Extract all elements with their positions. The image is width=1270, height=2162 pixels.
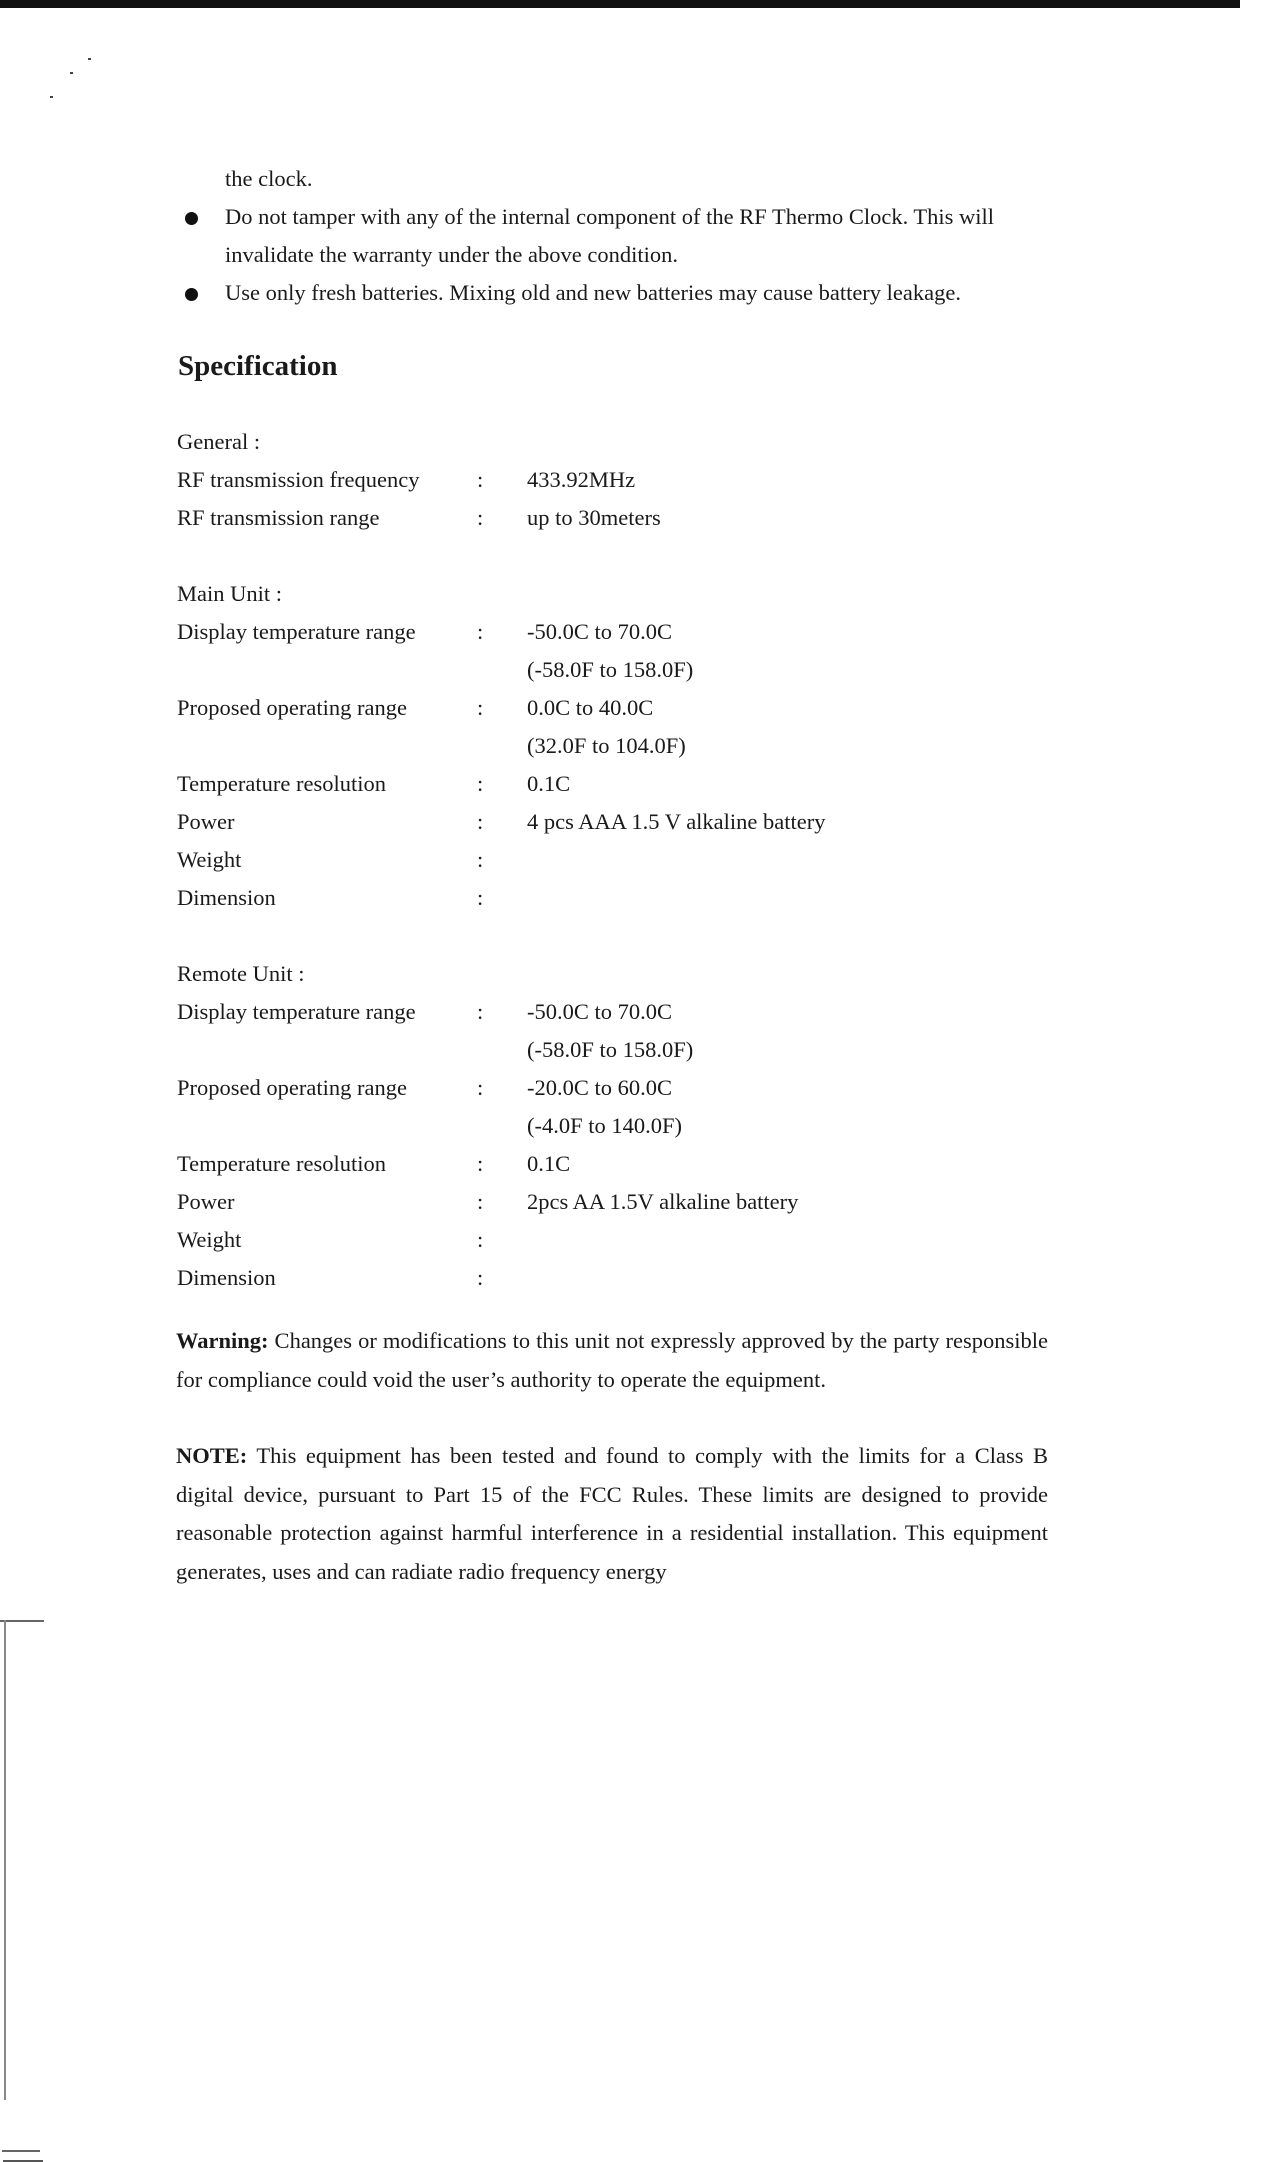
spec-value-line: (-58.0F to 158.0F) [527,1037,694,1062]
spec-colon: : [477,1265,484,1290]
spec-value-line: -50.0C to 70.0C [527,619,673,644]
note-label: NOTE: [176,1443,248,1468]
spec-value: 433.92MHz [527,467,636,492]
spec-value [527,993,1027,1069]
spec-row [177,461,1077,499]
spec-colon: : [477,1075,484,1100]
spec-colon: : [477,809,484,834]
spec-row [177,1183,1077,1221]
spec-value [527,1259,1027,1297]
spec-colon: : [477,619,484,644]
spec-label: Display temperature range [177,999,416,1024]
spec-row [177,613,1077,689]
spec-value-line: -50.0C to 70.0C [527,999,673,1024]
warning-paragraph [176,1322,1048,1399]
spec-label: RF transmission frequency [177,467,420,492]
spec-colon: : [477,1189,484,1214]
spec-row [177,803,1077,841]
spec-row [177,765,1077,803]
spec-row [177,1221,1077,1259]
section-heading: Specification [178,350,338,382]
spec-value: 4 pcs AAA 1.5 V alkaline battery [527,809,826,834]
spec-colon: : [477,847,484,872]
spec-label: Temperature resolution [177,771,386,796]
spec-row [177,1259,1077,1297]
spec-colon: : [477,505,484,530]
spec-value-line: (-4.0F to 140.0F) [527,1113,683,1138]
spacer [177,917,1077,955]
spec-colon: : [477,695,484,720]
page-edge-line [4,1620,6,2100]
spec-label: Proposed operating range [177,1075,407,1100]
spec-value [527,1221,1027,1259]
bullet-icon [185,288,198,301]
specification-table [177,423,1077,1297]
spec-colon: : [477,885,484,910]
spec-label: Weight [177,847,242,872]
bullet-text: Do not tamper with any of the internal component of the RF Thermo Clock. This will invalidate the warranty under the above condition. [225,204,995,267]
list-item [178,198,1078,274]
spec-value [527,613,1027,689]
spec-row [177,993,1077,1069]
list-item [178,274,1078,312]
warning-label: Warning: [176,1328,269,1353]
spec-colon: : [477,999,484,1024]
scan-speck [88,58,91,60]
spec-label: Display temperature range [177,619,416,644]
spec-row [177,841,1077,879]
spec-value [527,879,1027,917]
spec-colon: : [477,771,484,796]
spec-group-title: General : [177,429,261,454]
spec-label: Dimension [177,885,276,910]
spec-colon: : [477,1151,484,1176]
spec-value-line: (32.0F to 104.0F) [527,733,686,758]
scan-speck [70,72,73,74]
spec-value-line: -20.0C to 60.0C [527,1075,673,1100]
spec-row [177,499,1077,537]
spec-value-line: (-58.0F to 158.0F) [527,657,694,682]
spec-row [177,879,1077,917]
spec-value: 0.1C [527,1151,571,1176]
spec-colon: : [477,467,484,492]
spec-row [177,1069,1077,1145]
spec-value: 0.1C [527,771,571,796]
note-text: This equipment has been tested and found to comply with the limits for a Class B digital device, pursuant to Part 15 of the FCC Rules. These limits are designed to provide reasonable protection against harmful interference in a residential installation. This equipment generates, uses and can radiate radio frequency energy [176,1443,1048,1584]
page-edge-bracket [0,1620,44,1622]
top-scan-border [0,0,1240,8]
spec-value [527,1069,1027,1145]
spec-label: Weight [177,1227,242,1252]
bullet-icon [185,212,198,225]
spec-label: Power [177,809,235,834]
spec-label: Dimension [177,1265,276,1290]
spec-value: up to 30meters [527,505,661,530]
spec-value: 2pcs AA 1.5V alkaline battery [527,1189,799,1214]
spec-label: Power [177,1189,235,1214]
bullet-list [178,198,1078,312]
warning-text: Changes or modifications to this unit not expressly approved by the party responsible for compliance could void the user’s authority to operate the equipment. [176,1328,1048,1392]
spec-value-line: 0.0C to 40.0C [527,695,654,720]
bullet-text: Use only fresh batteries. Mixing old and new batteries may cause battery leakage. [225,280,961,305]
scan-speck [50,96,53,98]
spec-group-title: Remote Unit : [177,961,305,986]
note-paragraph [176,1437,1048,1591]
spec-value [527,689,1027,765]
scan-bracket-top [2,2150,40,2152]
spec-group-title: Main Unit : [177,581,282,606]
spec-row [177,1145,1077,1183]
spec-label: Temperature resolution [177,1151,386,1176]
spec-row [177,689,1077,765]
spec-colon: : [477,1227,484,1252]
spec-value [527,841,1027,879]
spec-label: Proposed operating range [177,695,407,720]
spacer [177,537,1077,575]
continued-text: the clock. [225,166,313,191]
spec-label: RF transmission range [177,505,380,530]
